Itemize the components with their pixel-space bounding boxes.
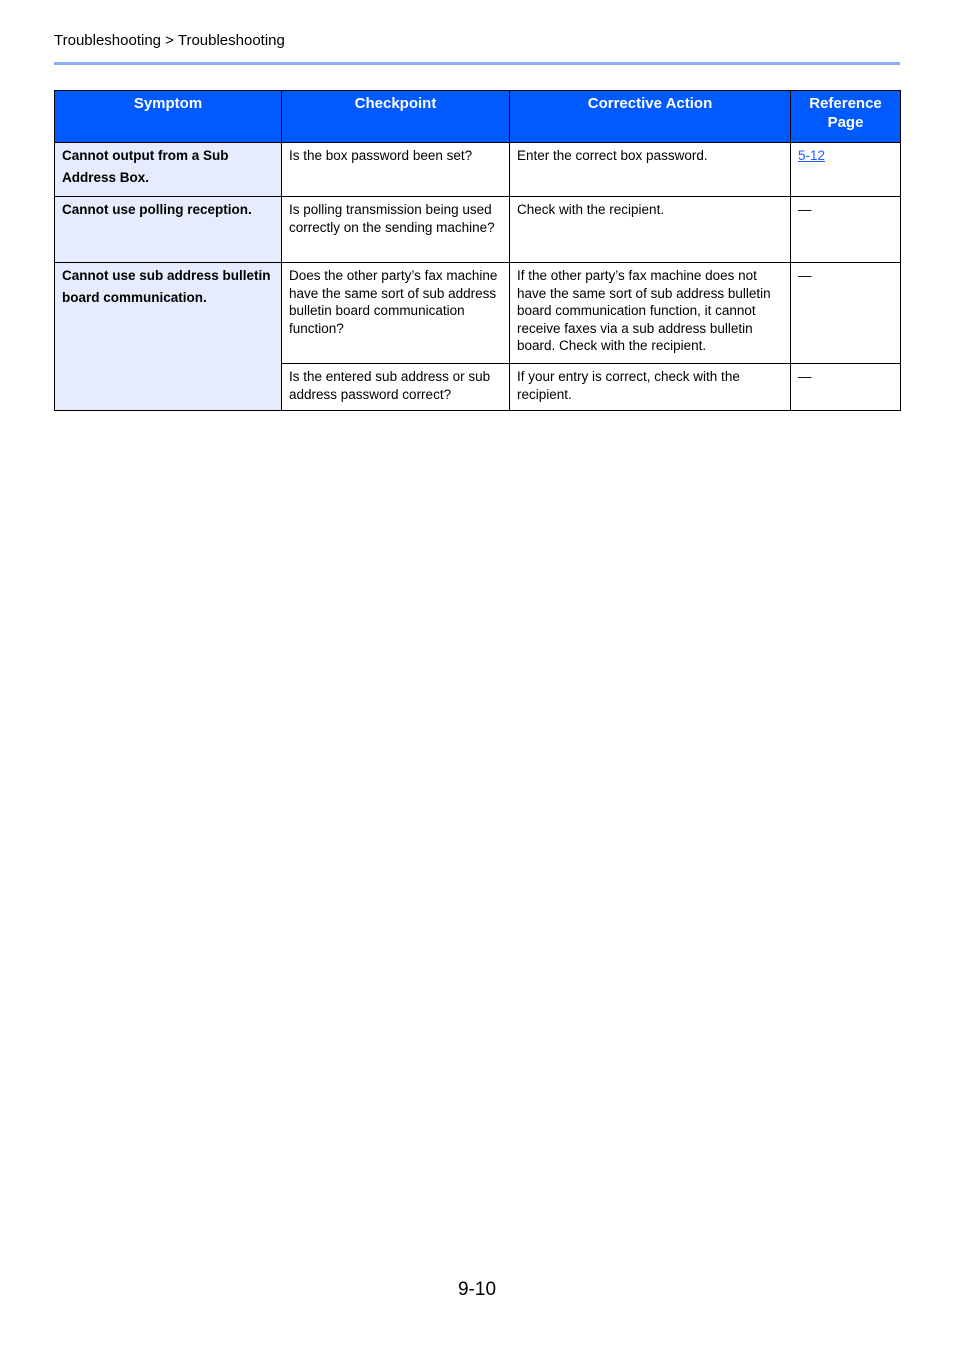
column-header-corrective-action: Corrective Action bbox=[510, 91, 791, 143]
reference-cell bbox=[791, 143, 901, 197]
column-header-symptom: Symptom bbox=[55, 91, 282, 143]
checkpoint-cell: Does the other party’s fax machine have the same sort of sub address bulletin board communication function? bbox=[282, 263, 510, 364]
column-header-checkpoint: Checkpoint bbox=[282, 91, 510, 143]
breadcrumb: Troubleshooting > Troubleshooting bbox=[54, 32, 285, 49]
checkpoint-cell: Is the entered sub address or sub address password correct? bbox=[282, 364, 510, 411]
symptom-cell: Cannot use sub address bulletin board communication. bbox=[55, 263, 282, 411]
page-number: 9-10 bbox=[457, 1279, 497, 1300]
checkpoint-cell: Is the box password been set? bbox=[282, 143, 510, 197]
reference-cell: — bbox=[791, 197, 901, 263]
header-divider bbox=[54, 62, 900, 65]
corrective-action-cell: If the other party’s fax machine does not have the same sort of sub address bulletin board communication function, it cannot receive faxes via a sub address bulletin board. Check with the recipient. bbox=[510, 263, 791, 364]
reference-cell: — bbox=[791, 263, 901, 364]
corrective-action-cell: Check with the recipient. bbox=[510, 197, 791, 263]
table-header-row bbox=[55, 91, 901, 143]
symptom-cell: Cannot use polling reception. bbox=[55, 197, 282, 263]
reference-cell: — bbox=[791, 364, 901, 411]
corrective-action-cell: If your entry is correct, check with the recipient. bbox=[510, 364, 791, 411]
symptom-cell: Cannot output from a Sub Address Box. bbox=[55, 143, 282, 197]
table-row bbox=[55, 143, 901, 197]
table-row bbox=[55, 197, 901, 263]
reference-link[interactable]: 5-12 bbox=[798, 148, 826, 163]
troubleshooting-table bbox=[54, 90, 901, 411]
corrective-action-cell: Enter the correct box password. bbox=[510, 143, 791, 197]
checkpoint-cell: Is polling transmission being used correctly on the sending machine? bbox=[282, 197, 510, 263]
table-row bbox=[55, 263, 901, 364]
column-header-reference-page: Reference Page bbox=[791, 91, 901, 143]
